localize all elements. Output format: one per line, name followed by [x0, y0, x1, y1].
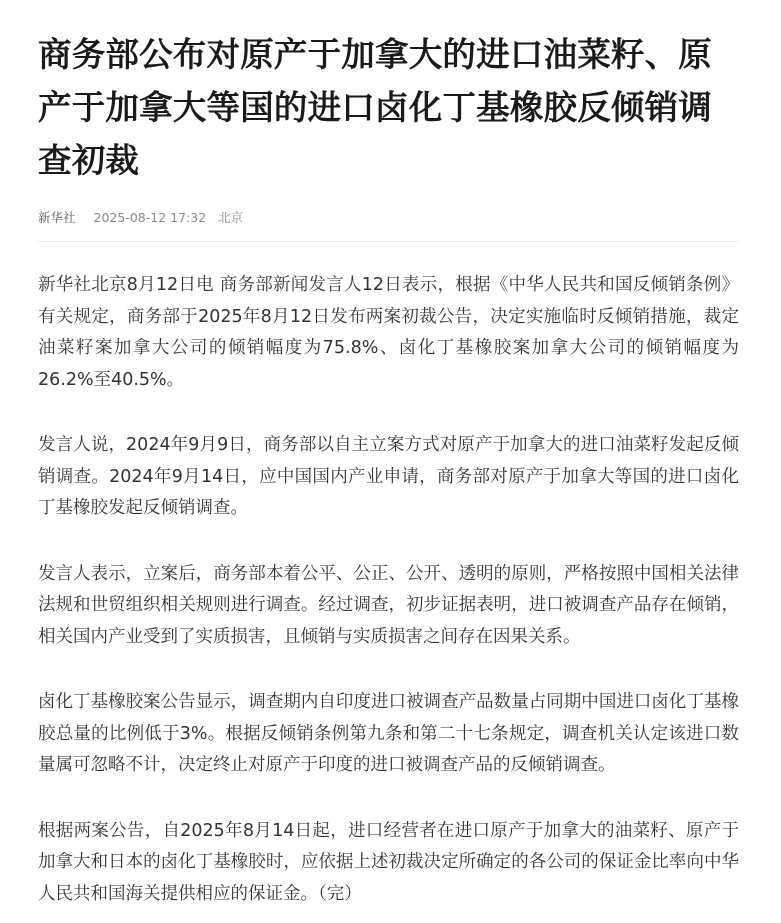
article-title: 商务部公布对原产于加拿大的进口油菜籽、原产于加拿大等国的进口卤化丁基橡胶反倾销调查初裁 [38, 35, 712, 180]
paragraph: 发言人说，2024年9月9日，商务部以自主立案方式对原产于加拿大的进口油菜籽发起反倾销调查。2024年9月14日，应中国国内产业申请，商务部对原产于加拿大等国的进口卤化丁基橡胶发起反倾销调查。 [38, 435, 739, 518]
paragraph: 卤化丁基橡胶案公告显示，调查期内自印度进口被调查产品数量占同期中国进口卤化丁基橡胶总量的比例低于3%。根据反倾销条例第九条和第二十七条规定，调查机关认定该进口数量属可忽略不计，决定终止对原产于印度的进口被调查产品的反倾销调查。 [38, 692, 739, 775]
article-location: 北京 [218, 210, 244, 225]
paragraph: 发言人表示，立案后，商务部本着公平、公正、公开、透明的原则，严格按照中国相关法律法规和世贸组织相关规则进行调查。经过调查，初步证据表明，进口被调查产品存在倾销，相关国内产业受到了实质损害，且倾销与实质损害之间存在因果关系。 [38, 563, 739, 647]
article-datetime: 2025-08-12 17:32 [93, 210, 207, 225]
article-body [38, 270, 739, 910]
article-meta [38, 209, 739, 227]
article-source[interactable]: 新华社 [38, 210, 76, 225]
paragraph: 根据两案公告，自2025年8月14日起，进口经营者在进口原产于加拿大的油菜籽、原产于加拿大和日本的卤化丁基橡胶时，应依据上述初裁决定所确定的各公司的保证金比率向中华人民共和国海关提供相应的保证金。（完） [38, 820, 739, 904]
meta-divider [38, 241, 739, 242]
paragraph: 新华社北京8月12日电 商务部新闻发言人12日表示，根据《中华人民共和国反倾销条例》有关规定，商务部于2025年8月12日发布两案初裁公告，决定实施临时反倾销措施，裁定油菜籽案加拿大公司的倾销幅度为75.8%、卤化丁基橡胶案加拿大公司的倾销幅度为26.2%至40.5%。 [38, 275, 739, 390]
